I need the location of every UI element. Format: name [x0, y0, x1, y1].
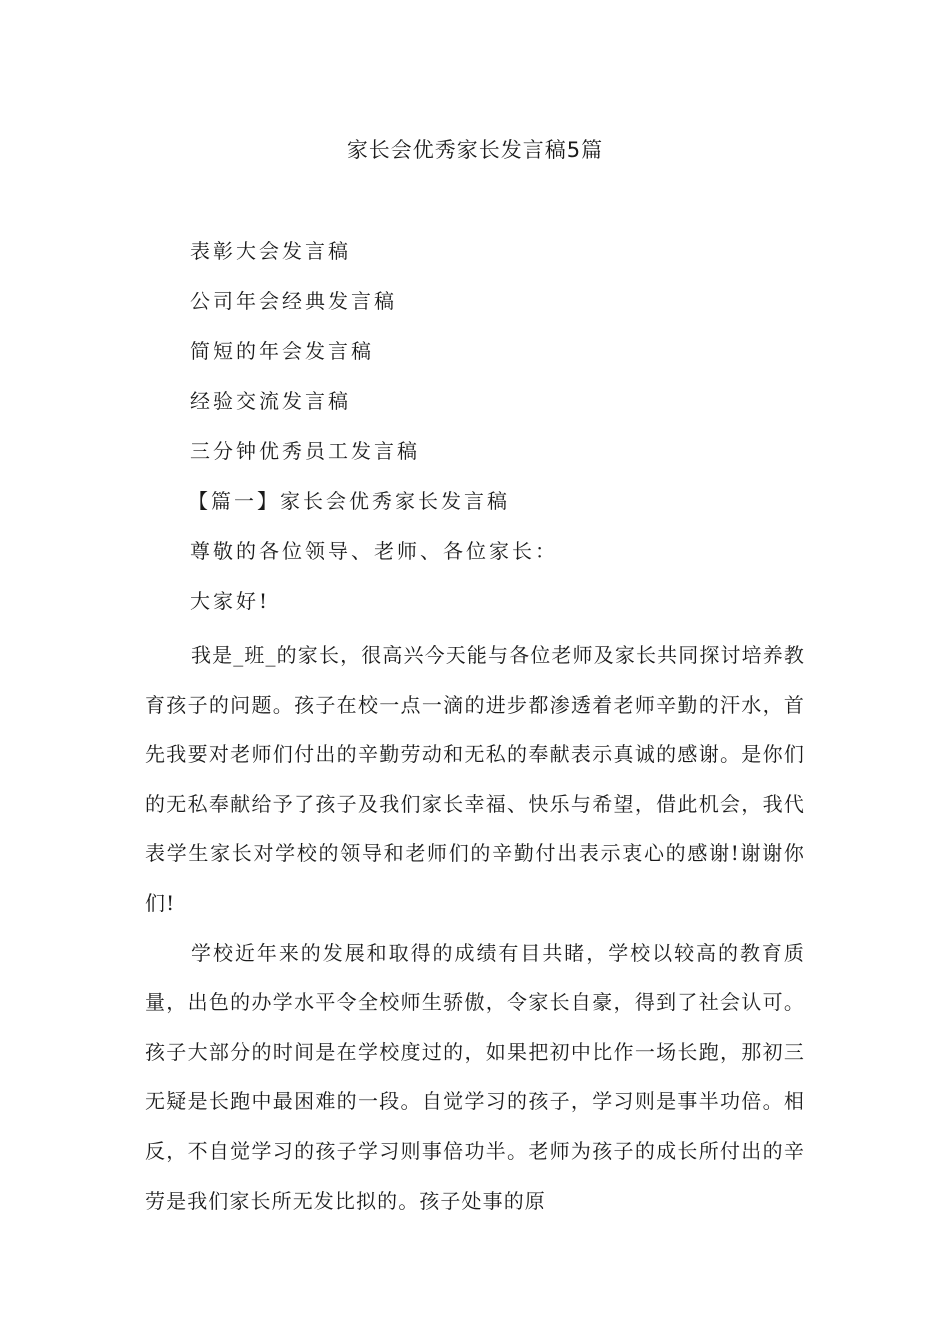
- related-title-item: 三分钟优秀员工发言稿: [190, 439, 420, 463]
- salutation: 尊敬的各位领导、老师、各位家长：: [190, 539, 558, 563]
- document-title: 家长会优秀家长发言稿5篇: [346, 138, 604, 162]
- related-title-item: 简短的年会发言稿: [190, 339, 374, 363]
- related-title-item: 表彰大会发言稿: [190, 239, 351, 263]
- body-text: [145, 631, 805, 1226]
- section-heading: 【篇一】家长会优秀家长发言稿: [188, 489, 510, 513]
- related-titles-list: [190, 234, 810, 634]
- body-paragraph: 我是_班_的家长，很高兴今天能与各位老师及家长共同探讨培养教育孩子的问题。孩子在校一点一滴的进步都渗透着老师辛勤的汗水，首先我要对老师们付出的辛勤劳动和无私的奉献表示真诚的感谢。是你们的无私奉献给予了孩子及我们家长幸福、快乐与希望，借此机会，我代表学生家长对学校的领导和老师们的辛勤付出表示衷心的感谢!谢谢你们!: [145, 643, 805, 915]
- body-paragraph: 学校近年来的发展和取得的成绩有目共睹，学校以较高的教育质量，出色的办学水平令全校师生骄傲，令家长自豪，得到了社会认可。孩子大部分的时间是在学校度过的，如果把初中比作一场长跑，那初三无疑是长跑中最困难的一段。自觉学习的孩子，学习则是事半功倍。相反，不自觉学习的孩子学习则事倍功半。老师为孩子的成长所付出的辛劳是我们家长所无发比拟的。孩子处事的原: [145, 940, 805, 1213]
- related-title-item: 公司年会经典发言稿: [190, 289, 397, 313]
- greeting: 大家好!: [190, 589, 271, 613]
- related-title-item: 经验交流发言稿: [190, 389, 351, 413]
